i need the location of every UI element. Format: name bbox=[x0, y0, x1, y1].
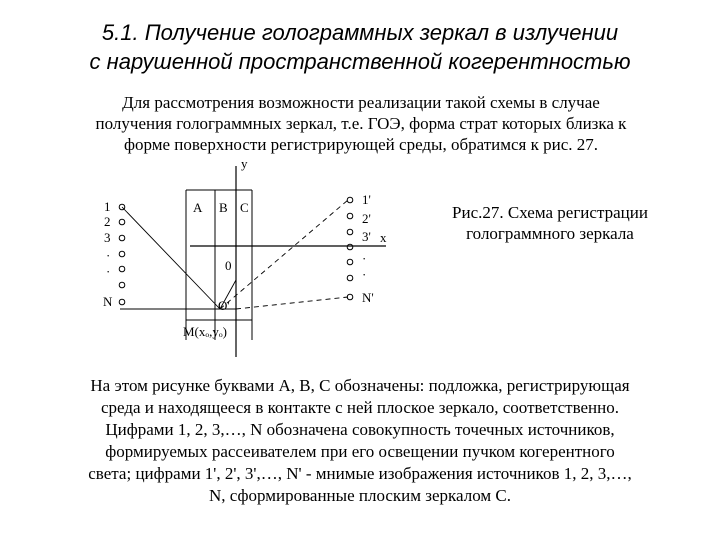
layer-c-label: C bbox=[240, 200, 249, 215]
intro-paragraph bbox=[36, 92, 686, 155]
source-marker-3 bbox=[119, 235, 125, 241]
image-marker-3 bbox=[347, 229, 353, 235]
image-marker-5 bbox=[347, 259, 353, 265]
source-label-3: 3 bbox=[104, 230, 111, 245]
x-axis-label: x bbox=[380, 230, 387, 245]
slide-title bbox=[0, 18, 720, 76]
slide-title-line-2: с нарушенной пространственной когерентностью bbox=[89, 49, 631, 74]
source-label-1: 1 bbox=[104, 199, 111, 214]
image-label-2: 2' bbox=[362, 211, 371, 226]
image-marker-1 bbox=[347, 197, 353, 203]
source-marker-5 bbox=[119, 266, 125, 272]
ray-from-source-1 bbox=[122, 207, 220, 309]
source-label-dot-2: · bbox=[106, 264, 111, 279]
layer-b-label: B bbox=[219, 200, 228, 215]
origin-label: 0 bbox=[225, 258, 232, 273]
image-marker-6 bbox=[347, 275, 353, 281]
figure-caption-line-1: Рис.27. Схема регистрации bbox=[452, 203, 648, 222]
image-marker-2 bbox=[347, 213, 353, 219]
point-m-label: M(xₒ,yₒ) bbox=[183, 324, 227, 339]
figure-caption bbox=[430, 202, 670, 244]
description-line-5: света; цифрами 1', 2', 3',…, N' - мнимые изображения источников 1, 2, 3,…, bbox=[88, 464, 632, 483]
description-line-6: N, сформированные плоским зеркалом С. bbox=[208, 486, 512, 505]
image-marker-4 bbox=[347, 244, 353, 250]
source-label-n: N bbox=[103, 294, 113, 309]
intro-line-2: получения голограммных зеркал, т.е. ГОЭ, форма страт которых близка к bbox=[95, 114, 627, 133]
intro-line-1: Для рассмотрения возможности реализации такой схемы в случае bbox=[122, 93, 600, 112]
description-paragraph bbox=[20, 375, 700, 507]
y-axis-label: y bbox=[241, 156, 248, 171]
image-label-dot-2: · bbox=[362, 267, 367, 282]
figure-caption-line-2: голограммного зеркала bbox=[466, 224, 634, 243]
layer-a-label: A bbox=[193, 200, 203, 215]
description-line-4: формируемых рассеивателем при его освещении пучком когерентного bbox=[105, 442, 615, 461]
description-line-3: Цифрами 1, 2, 3,…, N обозначена совокупность точечных источников, bbox=[105, 420, 615, 439]
image-ray-n-dashed bbox=[236, 297, 348, 309]
source-marker-4 bbox=[119, 251, 125, 257]
image-label-dot-1: · bbox=[362, 251, 367, 266]
image-label-1: 1' bbox=[362, 192, 371, 207]
image-label-3: 3' bbox=[362, 229, 371, 244]
source-label-2: 2 bbox=[104, 214, 111, 229]
source-marker-n bbox=[119, 299, 125, 305]
image-ray-1-dashed bbox=[220, 200, 348, 309]
description-line-1: На этом рисунке буквами А, В, С обозначены: подложка, регистрирующая bbox=[90, 376, 630, 395]
intro-line-3: форме поверхности регистрирующей среды, обратимся к рис. 27. bbox=[123, 135, 599, 154]
source-marker-2 bbox=[119, 219, 125, 225]
point-o-label: O' bbox=[218, 298, 230, 313]
source-marker-6 bbox=[119, 282, 125, 288]
source-label-dot-1: · bbox=[106, 248, 111, 263]
description-line-2: среда и находящееся в контакте с ней плоское зеркало, соответственно. bbox=[101, 398, 619, 417]
hologram-recording-diagram bbox=[90, 150, 410, 365]
slide-title-line-1: 5.1. Получение голограммных зеркал в излучении bbox=[101, 20, 619, 45]
image-label-n: N' bbox=[362, 290, 374, 305]
image-marker-n bbox=[347, 294, 353, 300]
